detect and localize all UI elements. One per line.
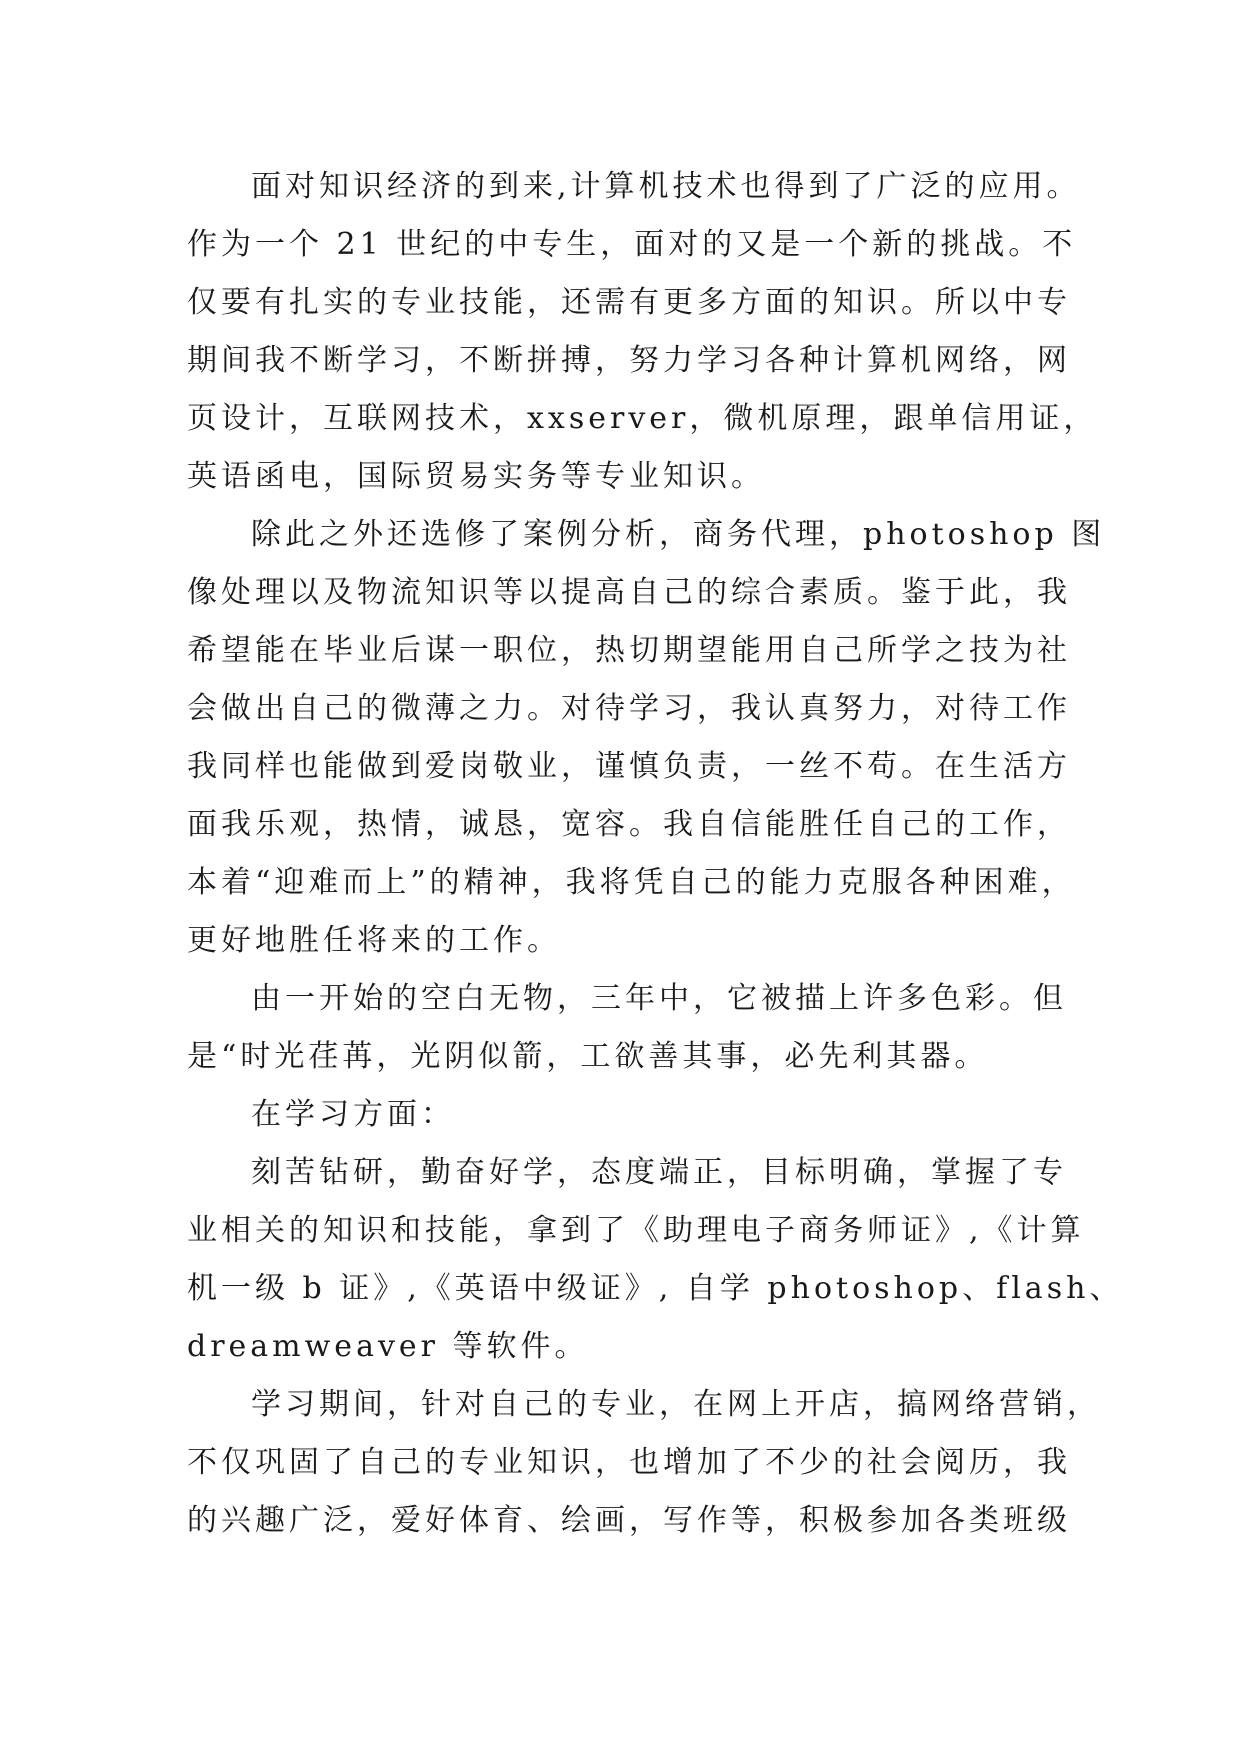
text-line: 本着“迎难而上”的精神，我将凭自己的能力克服各种困难， <box>187 865 1076 900</box>
text-line: 刻苦钻研，勤奋好学，态度端正，目标明确，掌握了专 <box>251 1155 1067 1190</box>
text-line: 像处理以及物流知识等以提高自己的综合素质。鉴于此，我 <box>187 575 1071 610</box>
text-line: 学习期间，针对自己的专业，在网上开店，搞网络营销， <box>251 1387 1101 1422</box>
text-line: 页设计，互联网技术，xxserver，微机原理，跟单信用证， <box>187 401 1098 436</box>
text-line: 由一开始的空白无物，三年中，它被描上许多色彩。但 <box>251 981 1067 1016</box>
document-body <box>187 158 1124 1550</box>
text-line: 我同样也能做到爱岗敬业，谨慎负责，一丝不苟。在生活方 <box>187 749 1071 784</box>
text-line: 仅要有扎实的专业技能，还需有更多方面的知识。所以中专 <box>187 285 1071 320</box>
text-line: 希望能在毕业后谋一职位，热切期望能用自己所学之技为社 <box>187 633 1071 668</box>
text-line: 会做出自己的微薄之力。对待学习，我认真努力，对待工作 <box>187 691 1071 726</box>
text-line: 作为一个 21 世纪的中专生，面对的又是一个新的挑战。不 <box>187 227 1077 262</box>
text-line: 是“时光荏苒，光阴似箭，工欲善其事，必先利其器。 <box>187 1039 989 1074</box>
section-heading: 在学习方面： <box>251 1097 455 1132</box>
text-line: 面我乐观，热情，诚恳，宽容。我自信能胜任自己的工作， <box>187 807 1071 842</box>
text-line: 更好地胜任将来的工作。 <box>187 923 561 958</box>
text-line: 除此之外还选修了案例分析，商务代理，photoshop 图 <box>251 517 1106 552</box>
text-line: 机一级 b 证》,《英语中级证》, 自学 photoshop、flash、 <box>187 1271 1124 1306</box>
text-line: 业相关的知识和技能，拿到了《助理电子商务师证》,《计算 <box>187 1213 1085 1248</box>
text-line: 英语函电，国际贸易实务等专业知识。 <box>187 459 765 494</box>
text-line: 面对知识经济的到来,计算机技术也得到了广泛的应用。 <box>251 169 1081 204</box>
text-line: dreamweaver 等软件。 <box>187 1329 589 1364</box>
text-line: 不仅巩固了自己的专业知识，也增加了不少的社会阅历，我 <box>187 1445 1071 1480</box>
text-line: 期间我不断学习，不断拼搏，努力学习各种计算机网络，网 <box>187 343 1071 378</box>
text-line: 的兴趣广泛，爱好体育、绘画，写作等，积极参加各类班级 <box>187 1503 1071 1538</box>
